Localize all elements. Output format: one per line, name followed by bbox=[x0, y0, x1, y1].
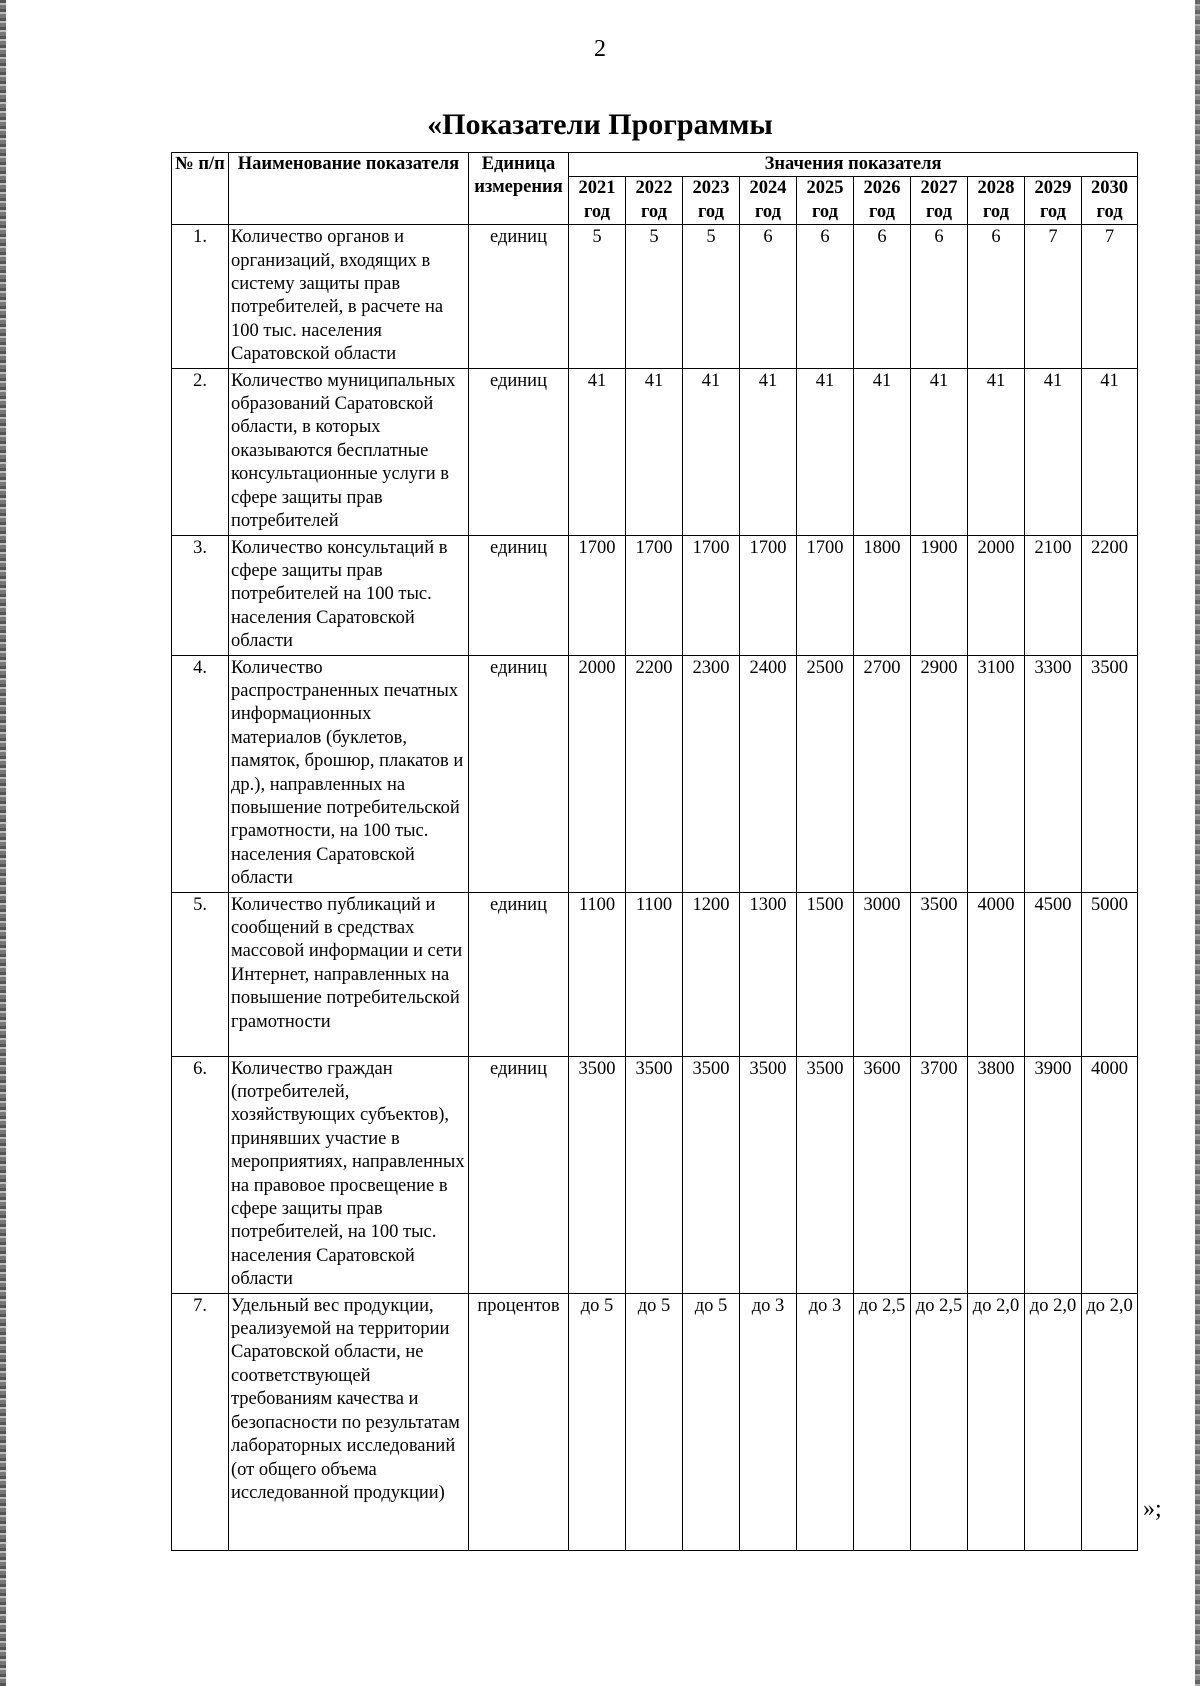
value-cell: 2500 bbox=[797, 655, 854, 892]
indicator-unit: единиц bbox=[469, 655, 569, 892]
indicator-unit: процентов bbox=[469, 1293, 569, 1550]
value-cell: 41 bbox=[797, 368, 854, 535]
value-cell: 41 bbox=[569, 368, 626, 535]
header-year: 2028 год bbox=[968, 177, 1025, 225]
indicator-unit: единиц bbox=[469, 892, 569, 1056]
row-number: 1. bbox=[172, 225, 229, 368]
value-cell: до 3 bbox=[740, 1293, 797, 1550]
indicator-name: Количество граждан (потребителей, хозяйствующих субъектов), принявших участие в мероприятиях, направленных на правовое просвещение в сфере защиты прав потребителей, на 100 тыс. населения Саратовской области bbox=[229, 1056, 469, 1293]
value-cell: до 5 bbox=[626, 1293, 683, 1550]
value-cell: 41 bbox=[968, 368, 1025, 535]
value-cell: 1300 bbox=[740, 892, 797, 1056]
value-cell: 3000 bbox=[854, 892, 911, 1056]
value-cell: 2200 bbox=[626, 655, 683, 892]
value-cell: 1800 bbox=[854, 535, 911, 655]
indicator-name: Количество публикаций и сообщений в средствах массовой информации и сети Интернет, направленных на повышение потребительской грамотности bbox=[229, 892, 469, 1056]
indicator-name: Количество распространенных печатных информационных материалов (буклетов, памяток, брошюр, плакатов и др.), направленных на повышение потребительской грамотности, на 100 тыс. населения Саратовской области bbox=[229, 655, 469, 892]
value-cell: 3800 bbox=[968, 1056, 1025, 1293]
indicator-name: Удельный вес продукции, реализуемой на территории Саратовской области, не соответствующей требованиям качества и безопасности по результатам лабораторных исследований (от общего объема исследованной продукции) bbox=[229, 1293, 469, 1550]
table-row bbox=[172, 655, 1138, 892]
document-title: «Показатели Программы bbox=[427, 108, 773, 141]
scan-edge-left bbox=[0, 0, 6, 1686]
indicators-table bbox=[171, 152, 1138, 1551]
value-cell: 7 bbox=[1082, 225, 1138, 368]
header-num: № п/п bbox=[172, 153, 229, 225]
header-year: 2023 год bbox=[683, 177, 740, 225]
value-cell: 2000 bbox=[968, 535, 1025, 655]
value-cell: 6 bbox=[797, 225, 854, 368]
value-cell: 1700 bbox=[626, 535, 683, 655]
value-cell: 1700 bbox=[569, 535, 626, 655]
row-number: 4. bbox=[172, 655, 229, 892]
value-cell: до 2,5 bbox=[911, 1293, 968, 1550]
header-name: Наименование показателя bbox=[229, 153, 469, 225]
value-cell: 1500 bbox=[797, 892, 854, 1056]
header-year: 2024 год bbox=[740, 177, 797, 225]
value-cell: 41 bbox=[854, 368, 911, 535]
table-row bbox=[172, 535, 1138, 655]
value-cell: 2200 bbox=[1082, 535, 1138, 655]
row-number: 2. bbox=[172, 368, 229, 535]
indicator-unit: единиц bbox=[469, 1056, 569, 1293]
header-year: 2021 год bbox=[569, 177, 626, 225]
value-cell: 2100 bbox=[1025, 535, 1082, 655]
value-cell: 6 bbox=[854, 225, 911, 368]
value-cell: 41 bbox=[626, 368, 683, 535]
indicator-unit: единиц bbox=[469, 225, 569, 368]
value-cell: 5000 bbox=[1082, 892, 1138, 1056]
value-cell: 2900 bbox=[911, 655, 968, 892]
value-cell: до 2,0 bbox=[968, 1293, 1025, 1550]
value-cell: 5 bbox=[683, 225, 740, 368]
header-unit: Единица измерения bbox=[469, 153, 569, 225]
value-cell: 3900 bbox=[1025, 1056, 1082, 1293]
value-cell: 5 bbox=[569, 225, 626, 368]
value-cell: 3500 bbox=[797, 1056, 854, 1293]
value-cell: 1100 bbox=[626, 892, 683, 1056]
value-cell: до 5 bbox=[683, 1293, 740, 1550]
value-cell: 1100 bbox=[569, 892, 626, 1056]
value-cell: 2700 bbox=[854, 655, 911, 892]
header-year: 2030 год bbox=[1082, 177, 1138, 225]
header-year: 2026 год bbox=[854, 177, 911, 225]
value-cell: до 2,0 bbox=[1082, 1293, 1138, 1550]
page-number: 2 bbox=[594, 36, 606, 62]
value-cell: 41 bbox=[911, 368, 968, 535]
value-cell: 3100 bbox=[968, 655, 1025, 892]
value-cell: 41 bbox=[683, 368, 740, 535]
table-row bbox=[172, 892, 1138, 1056]
value-cell: 3300 bbox=[1025, 655, 1082, 892]
value-cell: 6 bbox=[911, 225, 968, 368]
table-row bbox=[172, 1293, 1138, 1550]
value-cell: 1700 bbox=[683, 535, 740, 655]
row-number: 6. bbox=[172, 1056, 229, 1293]
value-cell: 4500 bbox=[1025, 892, 1082, 1056]
value-cell: 4000 bbox=[968, 892, 1025, 1056]
value-cell: 3600 bbox=[854, 1056, 911, 1293]
value-cell: 1900 bbox=[911, 535, 968, 655]
value-cell: 7 bbox=[1025, 225, 1082, 368]
value-cell: 3500 bbox=[683, 1056, 740, 1293]
value-cell: до 3 bbox=[797, 1293, 854, 1550]
row-number: 7. bbox=[172, 1293, 229, 1550]
value-cell: 3500 bbox=[740, 1056, 797, 1293]
header-row-1 bbox=[172, 153, 1138, 177]
indicator-unit: единиц bbox=[469, 535, 569, 655]
header-year: 2025 год bbox=[797, 177, 854, 225]
value-cell: 1700 bbox=[797, 535, 854, 655]
value-cell: 5 bbox=[626, 225, 683, 368]
table-row bbox=[172, 368, 1138, 535]
closing-quote-mark: »; bbox=[1143, 1496, 1162, 1522]
value-cell: 2300 bbox=[683, 655, 740, 892]
value-cell: 2000 bbox=[569, 655, 626, 892]
value-cell: 41 bbox=[740, 368, 797, 535]
row-number: 5. bbox=[172, 892, 229, 1056]
value-cell: 3500 bbox=[626, 1056, 683, 1293]
value-cell: до 5 bbox=[569, 1293, 626, 1550]
value-cell: 6 bbox=[968, 225, 1025, 368]
value-cell: 3500 bbox=[1082, 655, 1138, 892]
value-cell: 6 bbox=[740, 225, 797, 368]
header-year: 2029 год bbox=[1025, 177, 1082, 225]
indicator-name: Количество органов и организаций, входящих в систему защиты прав потребителей, в расчете на 100 тыс. населения Саратовской области bbox=[229, 225, 469, 368]
value-cell: 4000 bbox=[1082, 1056, 1138, 1293]
value-cell: 2400 bbox=[740, 655, 797, 892]
value-cell: 41 bbox=[1082, 368, 1138, 535]
indicator-unit: единиц bbox=[469, 368, 569, 535]
header-values-group: Значения показателя bbox=[569, 153, 1138, 177]
value-cell: 1700 bbox=[740, 535, 797, 655]
value-cell: 41 bbox=[1025, 368, 1082, 535]
value-cell: 3700 bbox=[911, 1056, 968, 1293]
value-cell: 3500 bbox=[911, 892, 968, 1056]
value-cell: 3500 bbox=[569, 1056, 626, 1293]
scan-edge-right bbox=[1195, 0, 1200, 1686]
value-cell: до 2,0 bbox=[1025, 1293, 1082, 1550]
value-cell: до 2,5 bbox=[854, 1293, 911, 1550]
value-cell: 1200 bbox=[683, 892, 740, 1056]
table-row bbox=[172, 225, 1138, 368]
indicator-name: Количество консультаций в сфере защиты прав потребителей на 100 тыс. населения Саратовской области bbox=[229, 535, 469, 655]
row-number: 3. bbox=[172, 535, 229, 655]
header-year: 2022 год bbox=[626, 177, 683, 225]
indicator-name: Количество муниципальных образований Саратовской области, в которых оказываются бесплатные консультационные услуги в сфере защиты прав потребителей bbox=[229, 368, 469, 535]
table-row bbox=[172, 1056, 1138, 1293]
header-year: 2027 год bbox=[911, 177, 968, 225]
